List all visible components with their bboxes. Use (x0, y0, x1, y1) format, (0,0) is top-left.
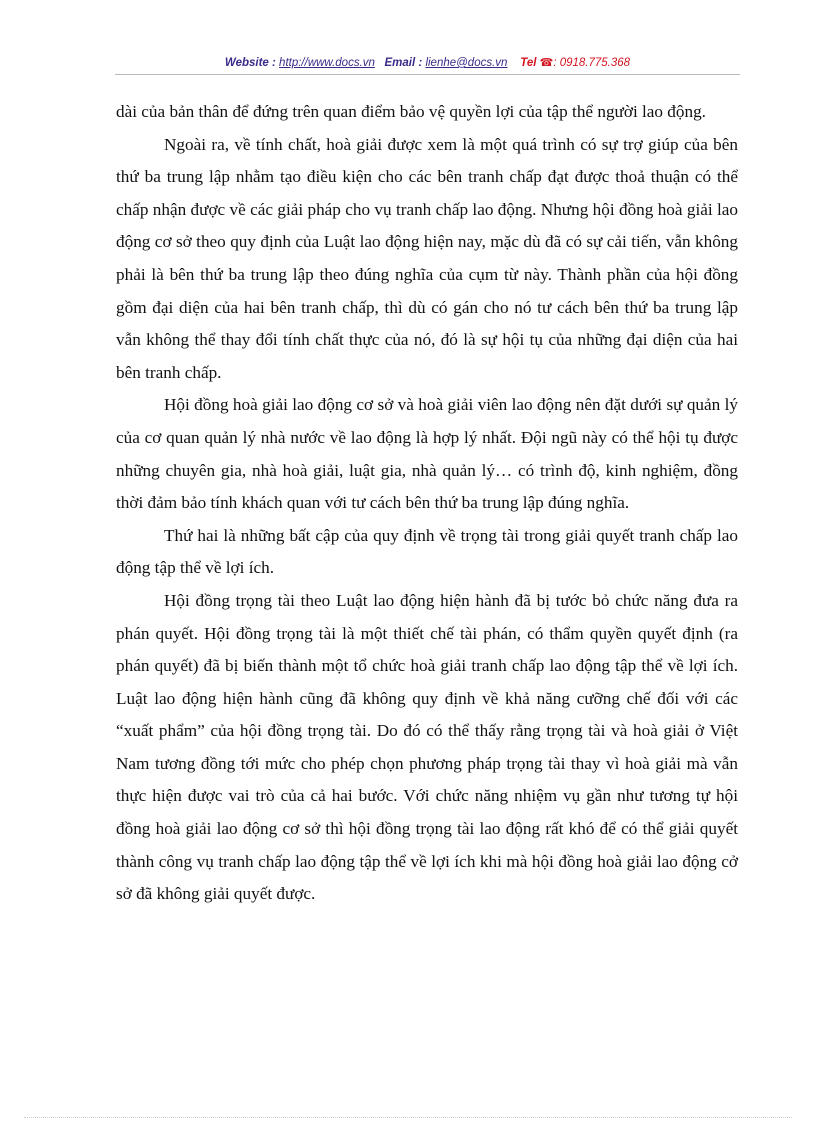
paragraph: Hội đồng trọng tài theo Luật lao động hiện hành đã bị tước bỏ chức năng đưa ra phán quyết. Hội đồng trọng tài là một thiết chế tài phán, có thẩm quyền quyết định (ra phán quyết) đã bị biến thành một tổ chức hoà giải tranh chấp lao động tập thể về lợi ích. Luật lao động hiện hành cũng đã không quy định về khả năng cưỡng chế đối với các “xuất phẩm” của hội đồng trọng tài. Do đó có thể thấy rằng trọng tài và hoà giải ở Việt Nam tương đồng tới mức cho phép chọn phương pháp trọng tài thay vì hoà giải mà vẫn thực hiện được vai trò của cả hai bước. Với chức năng nhiệm vụ gần như tương tự hội đồng hoà giải lao động cơ sở thì hội đồng trọng tài lao động rất khó để có thể giải quyết thành công vụ tranh chấp lao động tập thể về lợi ích khi mà hội đồng hoà giải lao động cở sở đã không giải quyết được. (116, 590, 738, 904)
phone-icon: ☎ (539, 57, 554, 69)
email-link[interactable]: lienhe@docs.vn (425, 57, 508, 69)
email-label: Email : (384, 57, 423, 69)
paragraph: Thứ hai là những bất cập của quy định về trọng tài trong giải quyết tranh chấp lao động tập thể về lợi ích. (116, 525, 738, 578)
paragraph: Ngoài ra, về tính chất, hoà giải được xem là một quá trình có sự trợ giúp của bên thứ ba trung lập nhằm tạo điều kiện cho các bên tranh chấp đạt được thoả thuận có thể chấp nhận được về các giải pháp cho vụ tranh chấp lao động. Nhưng hội đồng hoà giải lao động cơ sở theo quy định của Luật lao động hiện nay, mặc dù đã có sự cải tiến, vẫn không phải là bên thứ ba trung lập theo đúng nghĩa của cụm từ này. Thành phần của hội đồng gồm đại diện của hai bên tranh chấp, thì dù có gán cho nó tư cách bên thứ ba trung lập vẫn không thể thay đổi tính chất thực của nó, đó là sự hội tụ của những đại diện của hai bên tranh chấp. (116, 134, 738, 382)
footer-divider (24, 1117, 792, 1118)
header-divider (115, 74, 740, 75)
page-header (115, 56, 740, 69)
website-label: Website : (224, 57, 276, 69)
document-body (116, 96, 738, 911)
tel-value: : 0918.775.368 (553, 57, 631, 69)
paragraph: dài của bản thân để đứng trên quan điểm bảo vệ quyền lợi của tập thể người lao động. (116, 102, 706, 121)
paragraph: Hội đồng hoà giải lao động cơ sở và hoà giải viên lao động nên đặt dưới sự quản lý của cơ quan quản lý nhà nước về lao động là hợp lý nhất. Đội ngũ này có thể hội tụ được những chuyên gia, nhà hoà giải, luật gia, nhà quản lý… có trình độ, kinh nghiệm, đồng thời đảm bảo tính khách quan với tư cách bên thứ ba trung lập đúng nghĩa. (116, 395, 738, 513)
website-link[interactable]: http://www.docs.vn (279, 57, 375, 69)
tel-label: Tel (520, 57, 537, 69)
